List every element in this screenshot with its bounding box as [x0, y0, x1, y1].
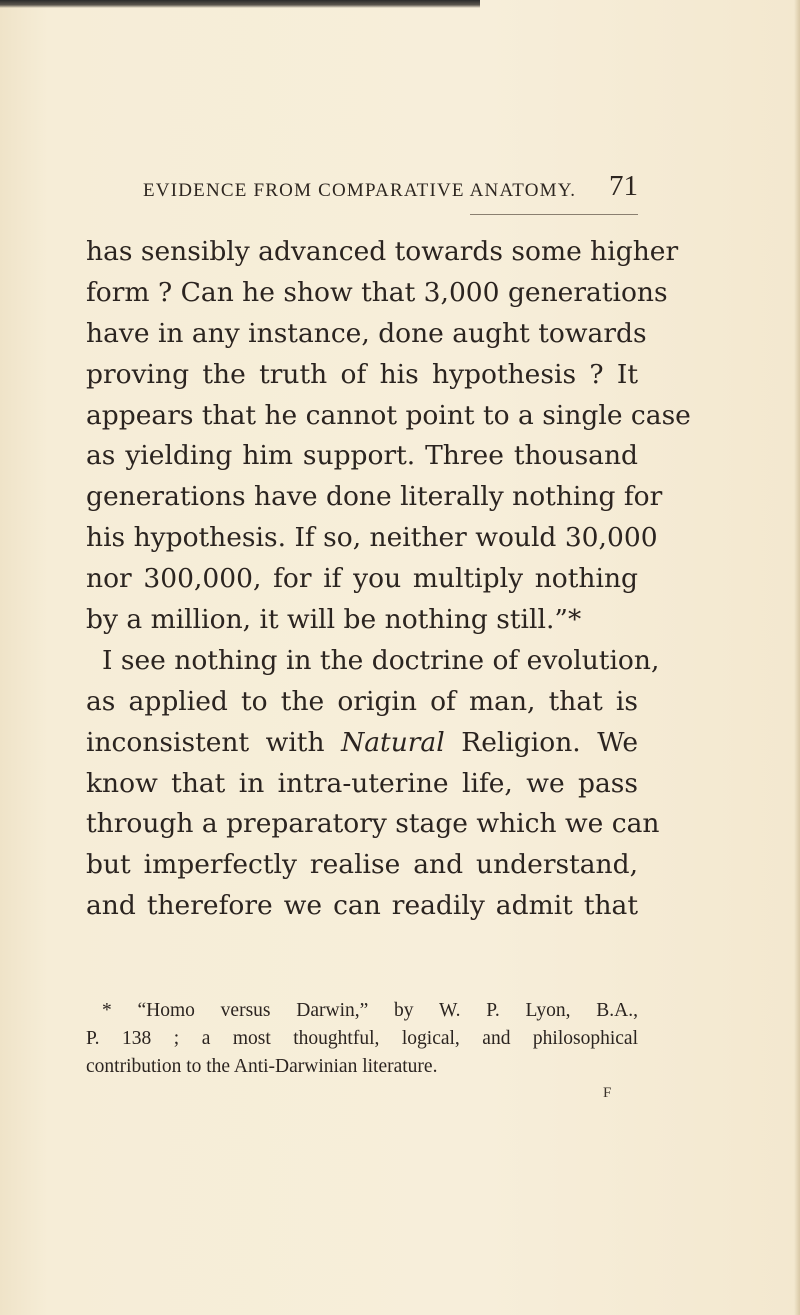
text-line: form ? Can he show that 3,000 generations [86, 276, 668, 308]
running-head: EVIDENCE FROM COMPARATIVE ANATOMY. [143, 180, 577, 201]
italic-word: Natural [341, 726, 445, 758]
header-rule [470, 214, 638, 215]
text-line: proving the truth of his hypothesis ? It [86, 358, 638, 390]
text-line: appears that he cannot point to a single case [86, 399, 691, 431]
footnote-line: P. 138 ; a most thoughtful, logical, and philosophical [86, 1028, 638, 1049]
page-header [143, 170, 638, 210]
text-line: but imperfectly realise and understand, [86, 849, 638, 881]
text-line: has sensibly advanced towards some higher [86, 236, 679, 267]
footnote [86, 997, 638, 1081]
text-line: and therefore we can readily admit that [86, 890, 638, 922]
page-number: 71 [609, 170, 638, 202]
text-line: by a million, it will be nothing still.”* [86, 604, 582, 636]
text-segment: Religion. We [461, 726, 638, 758]
paragraph-start-line: I see nothing in the doctrine of evolution, [102, 644, 660, 676]
text-line: know that in intra-uterine life, we pass [86, 767, 638, 799]
text-segment: inconsistent with [86, 726, 325, 758]
text-line: through a preparatory stage which we can [86, 808, 660, 840]
text-line: nor 300,000, for if you multiply nothing [86, 563, 638, 595]
printer-signature-mark: F [603, 1085, 612, 1101]
text-line: as applied to the origin of man, that is [86, 685, 638, 717]
text-line [86, 723, 638, 764]
text-line: as yielding him support. Three thousand [86, 440, 638, 472]
text-line: have in any instance, done aught towards [86, 317, 647, 349]
main-text [86, 232, 691, 927]
scan-shadow [0, 0, 480, 8]
text-line: his hypothesis. If so, neither would 30,000 [86, 522, 658, 554]
footnote-line: contribution to the Anti-Darwinian literature. [86, 1056, 438, 1077]
page-edge [794, 0, 800, 1315]
text-line: generations have done literally nothing for [86, 481, 663, 513]
footnote-line: * “Homo versus Darwin,” by W. P. Lyon, B.A., [102, 1000, 638, 1021]
